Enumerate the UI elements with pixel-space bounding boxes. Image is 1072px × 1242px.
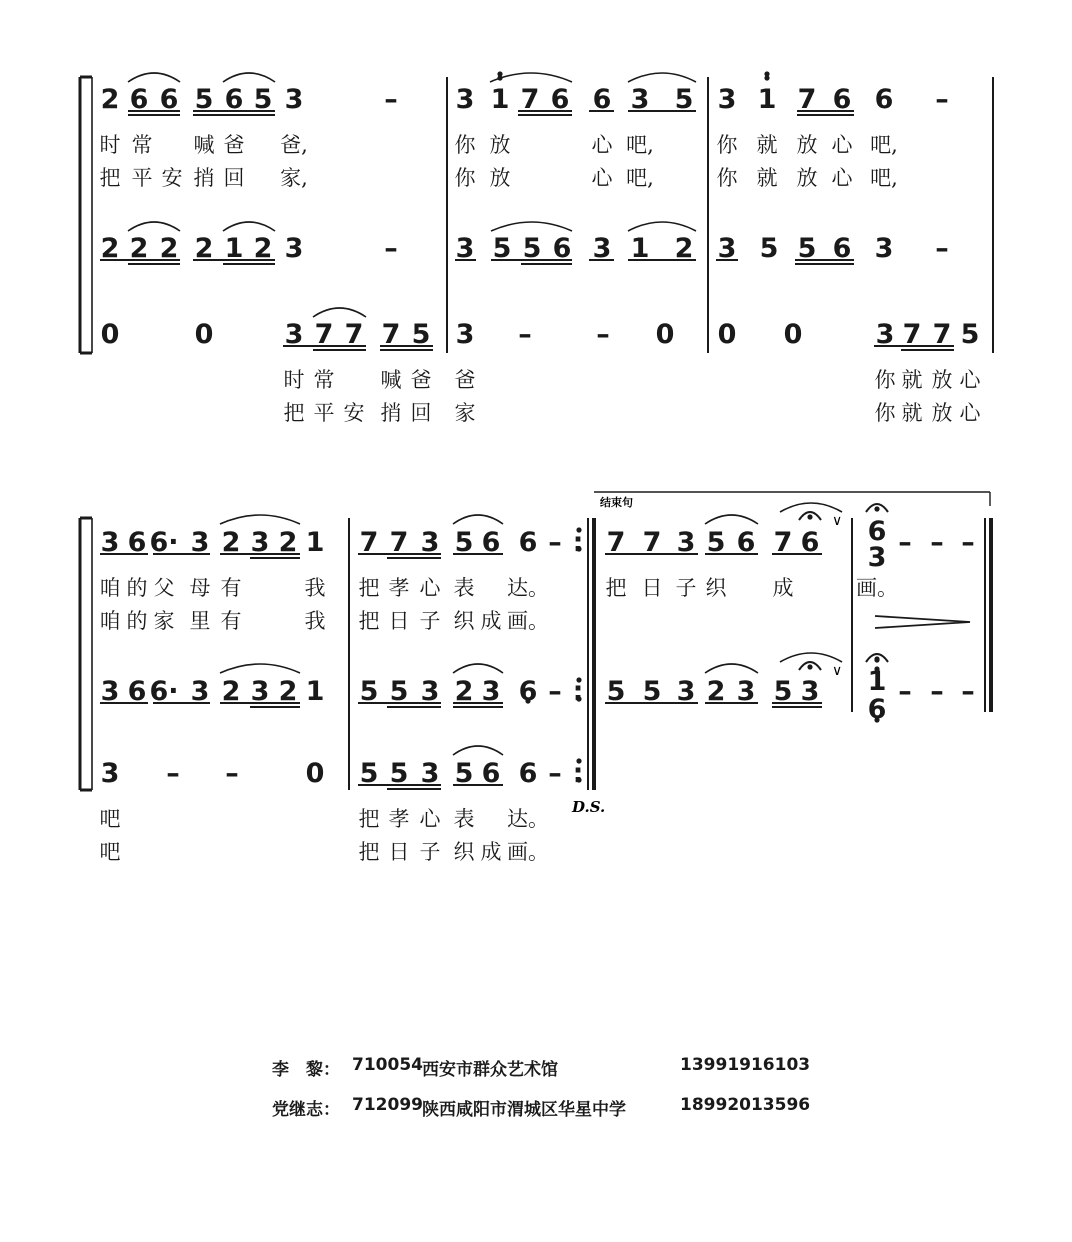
- soprano-note: 7: [359, 527, 379, 558]
- lyric-syllable: 安: [161, 166, 183, 190]
- bass-note: 3: [100, 758, 120, 789]
- bass-note: 0: [783, 319, 803, 350]
- bass-note: 3: [455, 319, 475, 350]
- lyric-syllable: 心: [591, 133, 613, 157]
- contact-phone: 18992013596: [680, 1095, 811, 1115]
- lyric-syllable: 我: [304, 576, 326, 600]
- soprano-note: –: [548, 527, 562, 558]
- alto-note: 2: [159, 233, 179, 264]
- slur: [780, 653, 842, 662]
- lyric-syllable: 你: [716, 133, 738, 157]
- slur: [628, 222, 696, 231]
- lyric-syllable: 里: [189, 609, 211, 633]
- lyric-syllable: 达。: [507, 807, 549, 831]
- lyric-syllable: 喊: [380, 368, 402, 392]
- alto-note: 1: [224, 233, 244, 264]
- lyric-syllable: 吧,: [870, 133, 898, 157]
- slur: [128, 222, 180, 231]
- alto-note: 5: [759, 233, 779, 264]
- soprano-note: 6: [874, 84, 894, 115]
- soprano-note: –: [384, 84, 398, 115]
- alto-note: 2: [194, 233, 214, 264]
- alto-note: 3: [717, 233, 737, 264]
- lyric-syllable: 日: [388, 609, 410, 633]
- lyric-syllable: 心: [419, 807, 441, 831]
- lyric-syllable: 吧,: [626, 166, 654, 190]
- lyric-syllable: 回: [223, 166, 245, 190]
- soprano-note: 3: [420, 527, 440, 558]
- bass-note: 7: [932, 319, 952, 350]
- slur: [223, 222, 275, 231]
- alto-note: 1: [305, 676, 325, 707]
- bass-note: 5: [389, 758, 409, 789]
- soprano-note: 6: [867, 516, 887, 547]
- contact-postcode: 710054: [352, 1055, 423, 1075]
- alto-note: :: [572, 676, 584, 707]
- lyric-syllable: 就: [756, 166, 778, 190]
- alto-note: 2: [278, 676, 298, 707]
- slur: [705, 664, 758, 673]
- slur: [453, 746, 503, 755]
- lyric-syllable: 织: [453, 609, 475, 633]
- soprano-note: 7: [773, 527, 793, 558]
- lyric-syllable: 母: [189, 576, 211, 600]
- slur: [128, 73, 180, 82]
- lyric-syllable: 的: [126, 576, 148, 600]
- lyric-syllable: 日: [641, 576, 663, 600]
- lyric-syllable: 放: [931, 368, 953, 392]
- soprano-note: :: [572, 527, 584, 558]
- lyric-syllable: 织: [705, 576, 727, 600]
- lyric-syllable: 把: [358, 807, 380, 831]
- lyric-syllable: 画。: [507, 609, 549, 633]
- soprano-note: 3: [100, 527, 120, 558]
- soprano-note: 3: [250, 527, 270, 558]
- soprano-note: 7: [389, 527, 409, 558]
- lyric-syllable: 日: [388, 840, 410, 864]
- decrescendo-hairpin: [875, 616, 970, 628]
- bass-note: –: [548, 758, 562, 789]
- lyric-syllable: 的: [126, 609, 148, 633]
- alto-note: 2: [706, 676, 726, 707]
- bass-note: 0: [100, 319, 120, 350]
- bass-note: 6: [481, 758, 501, 789]
- lyric-syllable: 子: [675, 576, 697, 600]
- bass-note: –: [518, 319, 532, 350]
- bass-note: 3: [420, 758, 440, 789]
- lyric-syllable: 你: [874, 368, 896, 392]
- slur: [220, 664, 300, 673]
- soprano-note: –: [961, 527, 975, 558]
- lyric-syllable: 父: [153, 576, 175, 600]
- bass-note: –: [166, 758, 180, 789]
- alto-note: 3: [592, 233, 612, 264]
- soprano-note: 6: [127, 527, 147, 558]
- lyric-syllable: 孝: [388, 807, 410, 831]
- lyric-syllable: 把: [358, 609, 380, 633]
- lyric-syllable: 表: [453, 576, 475, 600]
- lyric-syllable: 就: [756, 133, 778, 157]
- soprano-note: 3: [630, 84, 650, 115]
- lyric-syllable: 咱: [99, 609, 121, 633]
- lyric-syllable: 心: [831, 166, 853, 190]
- bass-note: –: [225, 758, 239, 789]
- bass-note: 5: [960, 319, 980, 350]
- alto-note: 5: [389, 676, 409, 707]
- alto-note: 3: [100, 676, 120, 707]
- slur: [453, 664, 503, 673]
- soprano-note: 6: [518, 527, 538, 558]
- alto-note: –: [930, 676, 944, 707]
- bass-note: 7: [902, 319, 922, 350]
- bass-note: 5: [411, 319, 431, 350]
- contact-phone: 13991916103: [680, 1055, 811, 1075]
- alto-note: 6: [832, 233, 852, 264]
- lyric-syllable: 捎: [380, 401, 402, 425]
- lyric-syllable: 画。: [507, 840, 549, 864]
- lyric-syllable: 时: [99, 133, 121, 157]
- lyric-syllable: 织: [453, 840, 475, 864]
- lyric-syllable: 心: [591, 166, 613, 190]
- lyric-syllable: 回: [410, 401, 432, 425]
- alto-note: 2: [129, 233, 149, 264]
- lyric-syllable: 子: [419, 609, 441, 633]
- alto-note: 3: [284, 233, 304, 264]
- alto-note: 5: [359, 676, 379, 707]
- soprano-note: 6: [832, 84, 852, 115]
- alto-note: –: [935, 233, 949, 264]
- lyric-syllable: 把: [283, 401, 305, 425]
- contact-name: 李 黎：: [272, 1060, 340, 1080]
- soprano-note: 5: [706, 527, 726, 558]
- lyric-syllable: 放: [796, 166, 818, 190]
- lyric-syllable: 安: [343, 401, 365, 425]
- bass-note: 0: [717, 319, 737, 350]
- soprano-note: 7: [520, 84, 540, 115]
- lyric-syllable: 有: [220, 609, 242, 633]
- alto-note: 2: [674, 233, 694, 264]
- bass-note: 0: [194, 319, 214, 350]
- soprano-note: 3: [867, 542, 887, 573]
- breath-mark: ∨: [832, 513, 843, 529]
- bass-note: 6: [518, 758, 538, 789]
- soprano-note: 3: [717, 84, 737, 115]
- alto-note: 3: [481, 676, 501, 707]
- slur: [220, 515, 300, 524]
- soprano-note: 2: [100, 84, 120, 115]
- lyric-syllable: 成: [480, 840, 502, 864]
- soprano-note: 2: [221, 527, 241, 558]
- lyric-syllable: 心: [959, 401, 981, 425]
- bass-note: 7: [381, 319, 401, 350]
- lyric-syllable: 成: [480, 609, 502, 633]
- soprano-note: 3: [676, 527, 696, 558]
- alto-note: 6: [867, 694, 887, 725]
- contact-postcode: 712099: [352, 1095, 423, 1115]
- alto-note: 2: [454, 676, 474, 707]
- alto-note: 6: [127, 676, 147, 707]
- alto-note: 1: [867, 666, 887, 697]
- lyric-syllable: 就: [901, 368, 923, 392]
- alto-note: 5: [773, 676, 793, 707]
- lyric-syllable: 时: [283, 368, 305, 392]
- soprano-note: 7: [606, 527, 626, 558]
- score-notes: [100, 84, 982, 864]
- soprano-note: 3: [190, 527, 210, 558]
- slur: [780, 503, 842, 512]
- lyric-syllable: 孝: [388, 576, 410, 600]
- soprano-note: 5: [194, 84, 214, 115]
- soprano-note: 2: [278, 527, 298, 558]
- alto-note: 5: [492, 233, 512, 264]
- alto-note: 6: [552, 233, 572, 264]
- alto-note: 5: [522, 233, 542, 264]
- soprano-note: 1: [305, 527, 325, 558]
- soprano-note: 5: [674, 84, 694, 115]
- lyric-syllable: 心: [419, 576, 441, 600]
- lyric-syllable: 常: [131, 133, 153, 157]
- slur: [313, 308, 366, 317]
- alto-note: 6: [518, 676, 538, 707]
- lyric-syllable: 吧: [99, 840, 121, 864]
- lyric-syllable: 吧: [99, 807, 121, 831]
- soprano-note: 6: [159, 84, 179, 115]
- lyric-syllable: 平: [313, 401, 335, 425]
- breath-mark: ∨: [832, 663, 843, 679]
- alto-note: 2: [221, 676, 241, 707]
- bass-note: :: [572, 758, 584, 789]
- alto-note: 3: [676, 676, 696, 707]
- lyric-syllable: 爸,: [280, 133, 308, 157]
- lyric-syllable: 家: [153, 609, 175, 633]
- lyric-syllable: 把: [358, 840, 380, 864]
- lyric-syllable: 放: [931, 401, 953, 425]
- ds-label: D.S.: [572, 798, 606, 816]
- lyric-syllable: 心: [831, 133, 853, 157]
- lyric-syllable: 咱: [99, 576, 121, 600]
- soprano-note: –: [930, 527, 944, 558]
- lyric-syllable: 爸: [410, 368, 432, 392]
- lyric-syllable: 你: [874, 401, 896, 425]
- soprano-note: 3: [455, 84, 475, 115]
- bass-note: 3: [875, 319, 895, 350]
- lyric-syllable: 吧,: [626, 133, 654, 157]
- lyric-syllable: 家: [454, 401, 476, 425]
- soprano-note: 5: [253, 84, 273, 115]
- alto-note: 3: [190, 676, 210, 707]
- bass-note: 7: [344, 319, 364, 350]
- contact-address: 陕西咸阳市渭城区华星中学: [422, 1100, 626, 1120]
- lyric-syllable: 捎: [193, 166, 215, 190]
- high-octave-dot: [764, 71, 769, 76]
- alto-note: –: [961, 676, 975, 707]
- alto-note: 5: [606, 676, 626, 707]
- lyric-syllable: 我: [304, 609, 326, 633]
- lyric-syllable: 达。: [507, 576, 549, 600]
- fermata-dot: [874, 506, 879, 511]
- alto-note: –: [548, 676, 562, 707]
- bass-note: 5: [359, 758, 379, 789]
- lyric-syllable: 把: [358, 576, 380, 600]
- alto-note: 2: [100, 233, 120, 264]
- lyric-syllable: 你: [454, 133, 476, 157]
- alto-note: 2: [253, 233, 273, 264]
- lyric-syllable: 表: [453, 807, 475, 831]
- lyric-syllable: 成: [772, 576, 794, 600]
- lyric-syllable: 爸: [223, 133, 245, 157]
- lyric-syllable: 画。: [856, 576, 898, 600]
- lyric-syllable: 平: [131, 166, 153, 190]
- soprano-note: 3: [284, 84, 304, 115]
- lyric-syllable: 有: [220, 576, 242, 600]
- slur: [705, 515, 758, 524]
- alto-note: 3: [455, 233, 475, 264]
- soprano-note: 6: [550, 84, 570, 115]
- alto-note: 3: [250, 676, 270, 707]
- lyric-syllable: 家,: [280, 166, 308, 190]
- soprano-note: 6: [800, 527, 820, 558]
- alto-note: 3: [420, 676, 440, 707]
- soprano-note: 6: [224, 84, 244, 115]
- bass-note: 3: [284, 319, 304, 350]
- soprano-note: 1: [757, 84, 777, 115]
- bass-note: 0: [305, 758, 325, 789]
- contact-address: 西安市群众艺术馆: [422, 1060, 558, 1080]
- fermata-dot: [874, 656, 879, 661]
- alto-note: 5: [797, 233, 817, 264]
- bass-note: 5: [454, 758, 474, 789]
- slur: [453, 515, 503, 524]
- lyric-syllable: 把: [99, 166, 121, 190]
- alto-note: –: [384, 233, 398, 264]
- lyric-syllable: 把: [605, 576, 627, 600]
- lyric-syllable: 常: [313, 368, 335, 392]
- alto-note: –: [898, 676, 912, 707]
- soprano-note: 6: [592, 84, 612, 115]
- lyric-syllable: 放: [489, 166, 511, 190]
- alto-note: 5: [642, 676, 662, 707]
- lyric-syllable: 你: [716, 166, 738, 190]
- lyric-syllable: 你: [454, 166, 476, 190]
- high-octave-dot: [497, 71, 502, 76]
- contact-name: 党继志：: [272, 1100, 340, 1120]
- alto-note: 3: [874, 233, 894, 264]
- soprano-note: 6: [481, 527, 501, 558]
- soprano-note: –: [935, 84, 949, 115]
- bass-note: –: [596, 319, 610, 350]
- lyric-syllable: 就: [901, 401, 923, 425]
- fermata-dot: [807, 664, 812, 669]
- soprano-note: 6·: [149, 527, 179, 558]
- soprano-note: 7: [642, 527, 662, 558]
- bass-note: 0: [655, 319, 675, 350]
- lyric-syllable: 吧,: [870, 166, 898, 190]
- soprano-note: 1: [490, 84, 510, 115]
- alto-note: 3: [800, 676, 820, 707]
- bass-note: 7: [314, 319, 334, 350]
- alto-note: 3: [736, 676, 756, 707]
- slur: [223, 73, 275, 82]
- lyric-syllable: 放: [489, 133, 511, 157]
- lyric-syllable: 爸: [454, 368, 476, 392]
- coda-label: 结束句: [600, 496, 633, 509]
- lyric-syllable: 子: [419, 840, 441, 864]
- soprano-note: 7: [797, 84, 817, 115]
- slur: [628, 73, 696, 82]
- lyric-syllable: 放: [796, 133, 818, 157]
- fermata-dot: [807, 514, 812, 519]
- soprano-note: –: [898, 527, 912, 558]
- lyric-syllable: 心: [959, 368, 981, 392]
- alto-note: 6·: [149, 676, 179, 707]
- soprano-note: 6: [736, 527, 756, 558]
- lyric-syllable: 喊: [193, 133, 215, 157]
- soprano-note: 5: [454, 527, 474, 558]
- alto-note: 1: [630, 233, 650, 264]
- soprano-note: 6: [129, 84, 149, 115]
- slur: [491, 222, 572, 231]
